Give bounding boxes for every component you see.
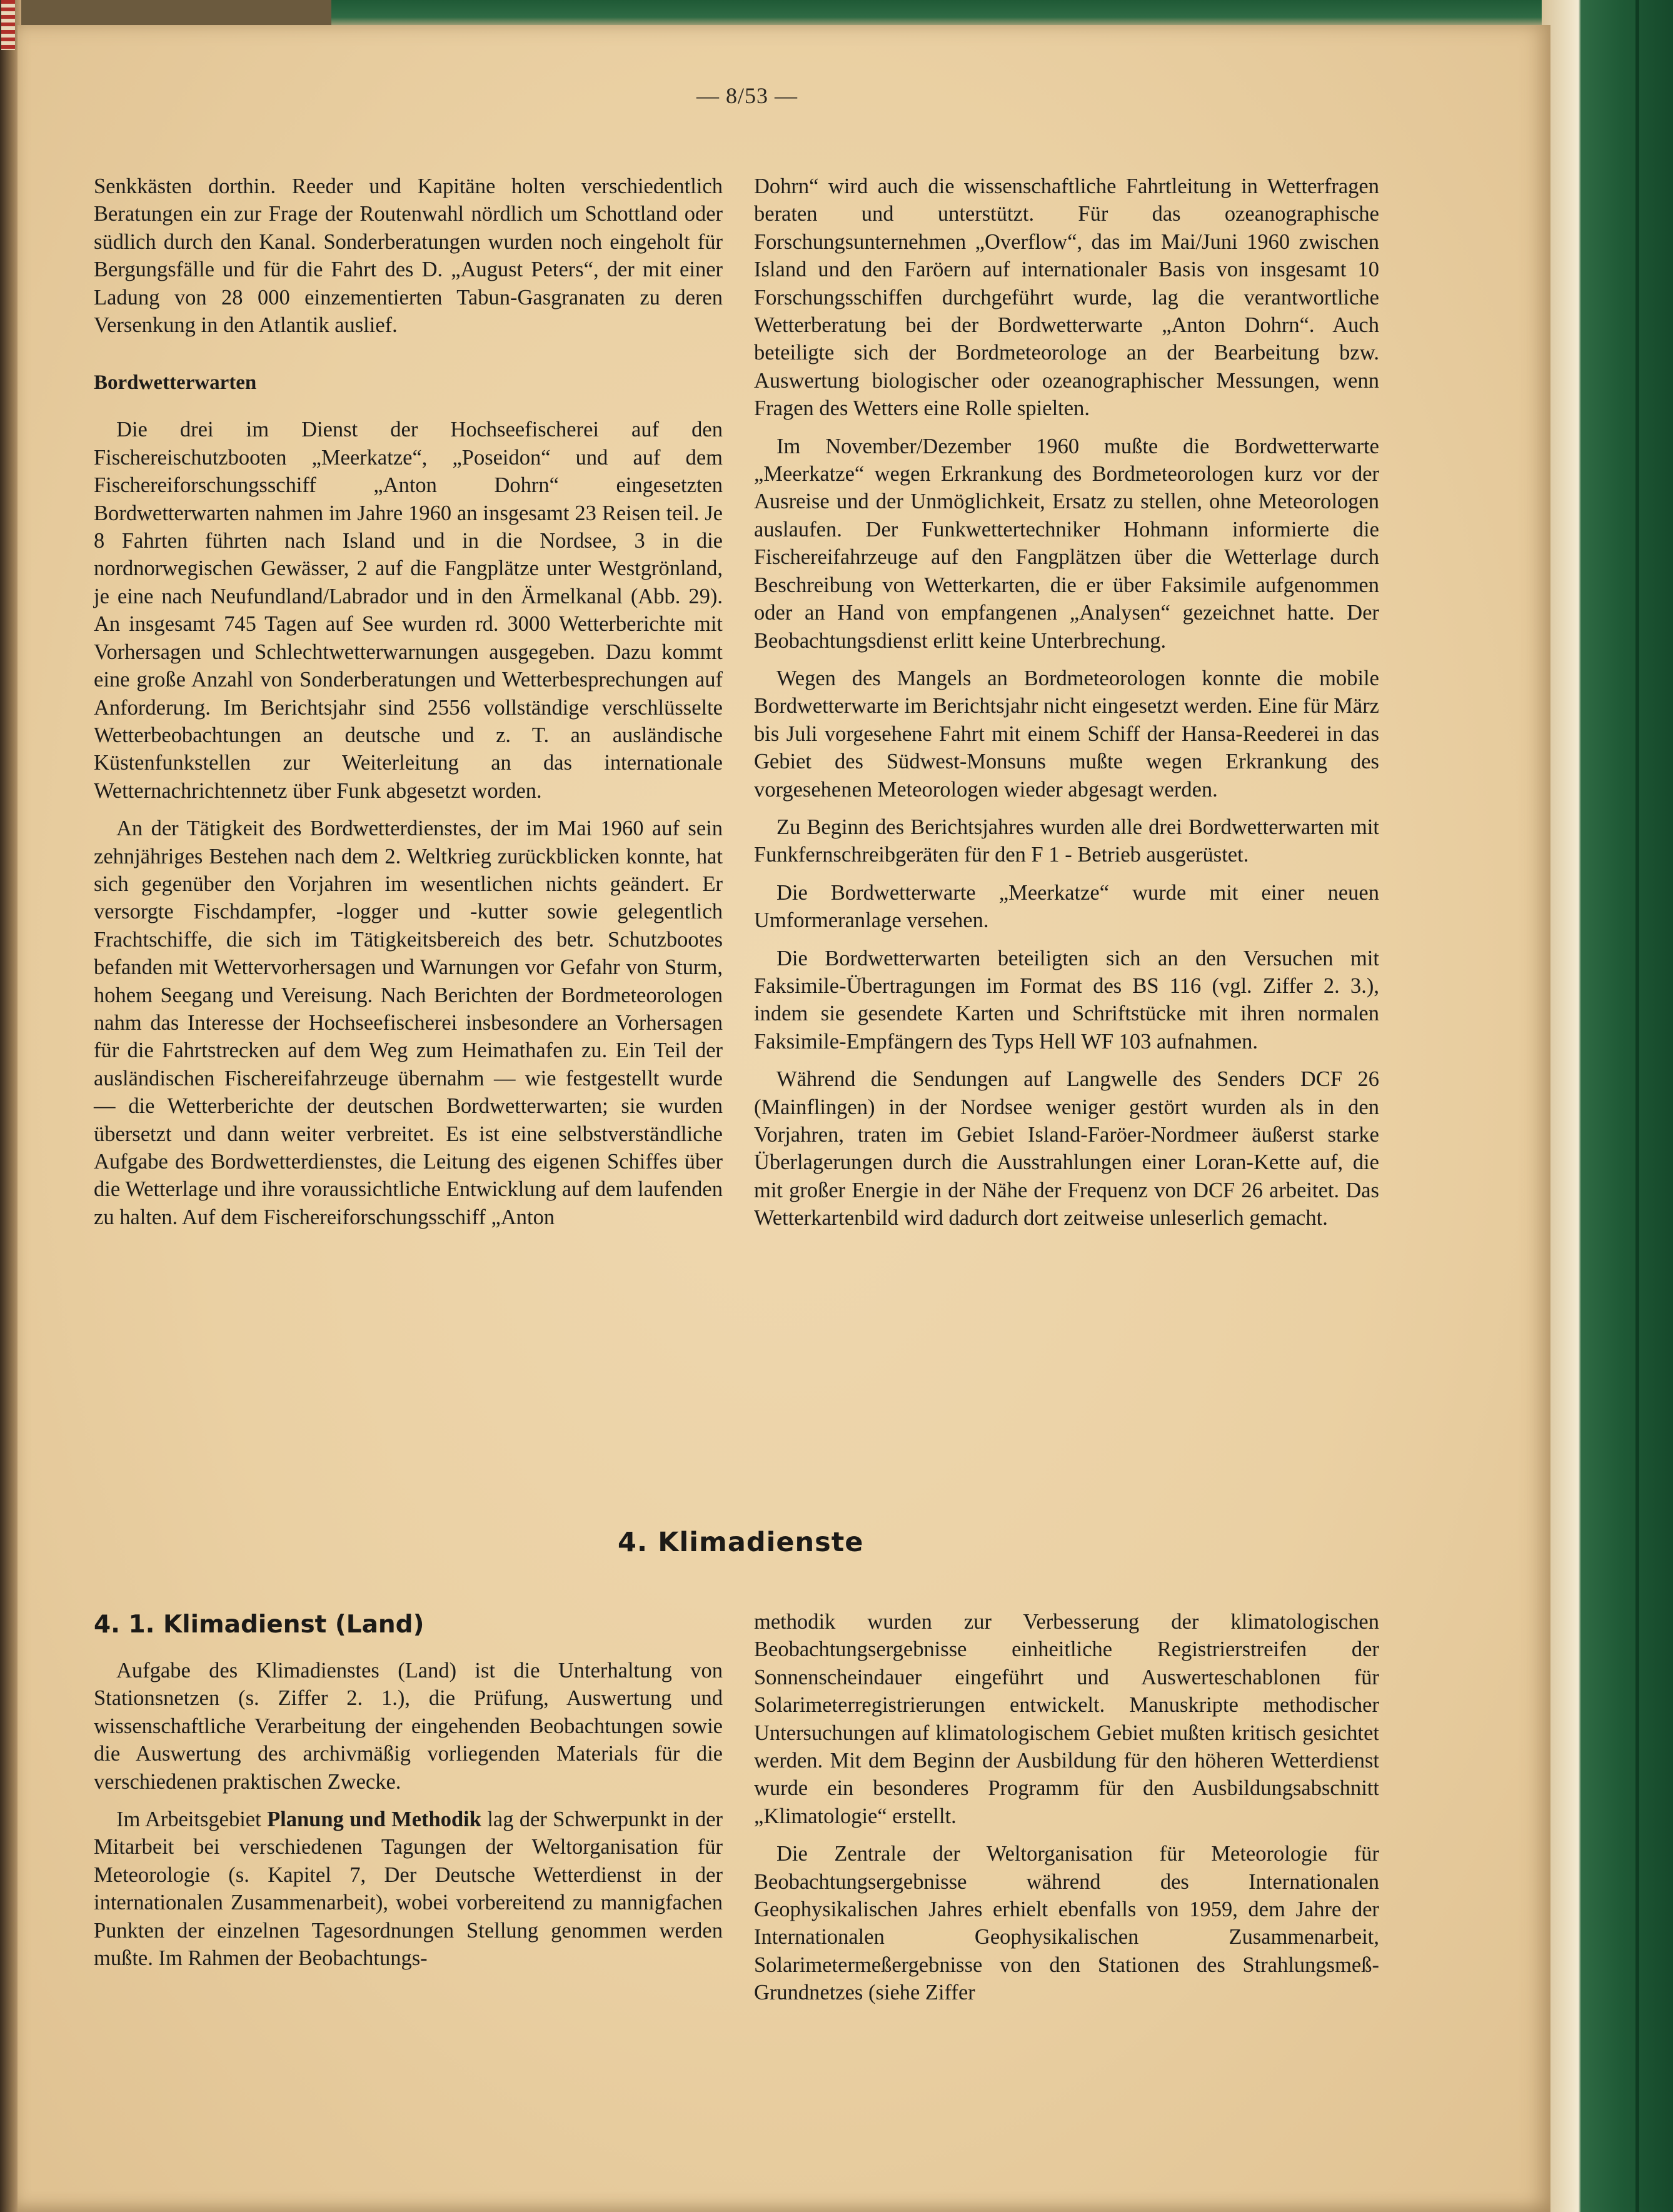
paragraph: Wegen des Mangels an Bordmeteorologen konnte die mobile Bordwetterwarte im Berichtsjahr nicht eingesetzt werden. Eine für März bis Juli vorgesehene Fahrt mit einem Schiff der Hansa-Reederei in das Gebiet des Südwest-Monsuns mußte wegen Erkrankung des vorgesehenen Meteorologen wieder abgesagt werden. xyxy=(754,666,1379,802)
top-left-column xyxy=(94,173,723,1241)
paragraph xyxy=(94,1806,723,1972)
paragraph: Die Zentrale der Weltorganisation für Meteorologie für Beobachtungsergebnisse während des Internationalen Geophysikalischen Jahres erhielt ebenfalls von 1959, dem Jahre der Internationalen Geophysikalischen Zusammenarbeit, Solarimetermeßergebnisse von den Stationen des Strahlungsmeß-Grundnetzes (siehe Ziffer xyxy=(754,1842,1379,2005)
book-binding xyxy=(1542,0,1673,2212)
paragraph: An der Tätigkeit des Bordwetterdienstes, der im Mai 1960 auf sein zehnjähriges Bestehen nach dem 2. Weltkrieg zurückblicken konnte, hat sich gegenüber den Vorjahren im wesentlichen nichts geändert. Er versorgte Fischdampfer, -logger und -kutter sowie gelegentlich Frachtschiffe, die sich im Tätigkeitsbereich des betr. Schutzbootes befanden mit Wettervorhersagen und Warnungen vor Gefahr von Sturm, hohem Seegang und Vereisung. Nach Berichten der Bordmeteorologen nahm das Interesse der Hochseefischerei insbesondere an Vorhersagen für die Fahrtstrecken auf dem Weg zum Heimathafen zu. Ein Teil der ausländischen Fischereifahrzeuge übernahm — wie festgestellt wurde — die Wetterberichte der deutschen Bordwetterwarten; sie wurden übersetzt und dann weiter verbreitet. Es ist eine selbstverständliche Aufgabe des Bordwetterdienstes, die Leitung des eigenen Schiffes über die Wetterlage und ihre voraussichtliche Entwicklung auf dem laufenden zu halten. Auf dem Fischereiforschungsschiff „Anton xyxy=(94,817,723,1229)
subsection-heading: 4. 1. Klimadienst (Land) xyxy=(94,1611,425,1639)
subheading-bordwetterwarten: Bordwetterwarten xyxy=(94,371,257,395)
paragraph: Während die Sendungen auf Langwelle des Senders DCF 26 (Mainflingen) in der Nordsee weniger gestört wurden als in den Vorjahren, traten im Gebiet Island-Faröer-Nordmeer äußerst starke Überlagerungen durch die Ausstrahlungen einer Loran-Kette auf, die mit großer Energie in der Nähe der Frequenz von DCF 26 arbeitet. Das Wetterkartenbild wird dadurch dort zeitweise unleserlich gemacht. xyxy=(754,1067,1379,1230)
document-page xyxy=(18,25,1550,2212)
binding-stripe xyxy=(1635,0,1639,2212)
paragraph: Die Bordwetterwarte „Meerkatze“ wurde mit einer neuen Umformeranlage versehen. xyxy=(754,880,1379,933)
page-number: — 8/53 — xyxy=(696,83,798,108)
paragraph: Die drei im Dienst der Hochseefischerei auf den Fischereischutzbooten „Meerkatze“, „Poseidon“ und auf dem Fischereiforschungsschiff „Anton Dohrn“ eingesetzten Bordwetterwarten nahmen im Jahre 1960 an insgesamt 23 Reisen teil. Je 8 Fahrten führten nach Island und in die Nordsee, 3 in die nordnorwegischen Gewässer, 2 auf die Fangplätze unter Westgrönland, je eine nach Neufundland/Labrador und in den Ärmelkanal (Abb. 29). An insgesamt 745 Tagen auf See wurden rd. 3000 Wetterberichte mit Vorhersagen und Schlechtwetterwarnungen ausgegeben. Dazu kommt eine große Anzahl von Sonderberatungen und Wetterbesprechungen auf Anforderung. Im Berichtsjahr sind 2556 vollständige verschlüsselte Wetterbeobachtungen an deutsche und z. T. an ausländische Küstenfunkstellen zur Weiterleitung an das internationale Wetternachrichtennetz über Funk abgesetzt worden. xyxy=(94,418,723,803)
paragraph-text: Im Arbeitsgebiet xyxy=(116,1807,268,1832)
paragraph: Zu Beginn des Berichtsjahres wurden alle drei Bordwetterwarten mit Funkfernschreibgeräten für den F 1 - Betrieb ausgerüstet. xyxy=(754,815,1379,867)
paragraph: Senkkästen dorthin. Reeder und Kapitäne holten verschiedentlich Beratungen ein zur Frage der Routenwahl nördlich um Schottland oder südlich durch den Kanal. Sonderberatungen wurden noch eingeholt für Bergungsfälle und für die Fahrt des D. „August Peters“, der mit einer Ladung von 28 000 einzementierten Tabun-Gasgranaten zu deren Versenkung in den Atlantik auslief. xyxy=(94,174,723,338)
bottom-left-column xyxy=(94,1657,723,1982)
paragraph-text: lag der Schwerpunkt in der Mitarbeit bei verschiedenen Tagungen der Weltorganisation für Meteorologie (s. Kapitel 7, Der Deutsche Wetterdienst in der internationalen Zusammenarbeit), wobei vorbereitend zu mannigfachen Punkten der einzelnen Tagesordnungen Stellung genommen werden mußte. Im Rahmen der Beobachtungs- xyxy=(94,1807,723,1971)
paragraph: Im November/Dezember 1960 mußte die Bordwetterwarte „Meerkatze“ wegen Erkrankung des Bordmeteorologen kurz vor der Ausreise und der Unmöglichkeit, Ersatz zu stellen, ohne Meteorologen auslaufen. Der Funkwettertechniker Hohmann informierte die Fischereifahrzeuge auf den Fangplätzen über die Wetterlage durch Beschreibung von Wetterkarten, die er über Faksimile aufgenommen oder an Hand von empfangenen „Analysen“ gezeichnet hatte. Der Beobachtungsdienst erlitt keine Unterbrechung. xyxy=(754,434,1379,653)
paragraph: methodik wurden zur Verbesserung der klimatologischen Beobachtungsergebnisse einheitliche Registrierstreifen der Sonnenscheindauer eingeführt und Auswerteschablonen für Solarimeterregistrierungen entwickelt. Manuskripte methodischer Untersuchungen auf klimatologischem Gebiet mußten kritisch gesichtet werden. Mit dem Beginn der Ausbildung für den höheren Wetterdienst wurde ein besonderes Programm für den Ausbildungsabschnitt „Klimatologie“ erstellt. xyxy=(754,1610,1379,1828)
bottom-right-column xyxy=(754,1608,1379,2017)
bold-term: Planung und Methodik xyxy=(267,1807,481,1832)
page-marker-tab xyxy=(1,0,15,50)
section-heading: 4. Klimadienste xyxy=(618,1527,864,1558)
paragraph: Die Bordwetterwarten beteiligten sich an den Versuchen mit Faksimile-Übertragungen im Format des BS 116 (vgl. Ziffer 2. 3.), indem sie gesendete Karten und Schriftstücke mit ihren normalen Faksimile-Empfängern des Typs Hell WF 103 aufnahmen. xyxy=(754,946,1379,1053)
paragraph: Dohrn“ wird auch die wissenschaftliche Fahrtleitung in Wetterfragen beraten und unterstützt. Für das ozeanographische Forschungsunternehmen „Overflow“, das im Mai/Juni 1960 zwischen Island und den Faröern auf internationaler Basis von insgesamt 10 Forschungsschiffen durchgeführt wurde, lag die verantwortliche Wetterberatung bei der Bordwetterwarte „Anton Dohrn“. Auch beteiligte sich der Bordmeteorologe an der Bearbeitung bzw. Auswertung biologischer oder ozeanographischer Messungen, wenn Fragen des Wetters eine Rolle spielten. xyxy=(754,174,1379,421)
top-right-column xyxy=(754,173,1379,1242)
paragraph: Aufgabe des Klimadienstes (Land) ist die Unterhaltung von Stationsnetzen (s. Ziffer 2. 1.), die Prüfung, Auswertung und wissenschaftliche Verarbeitung der eingehenden Beobachtungen sowie die Auswertung des archivmäßig vorliegenden Materials für die verschiedenen praktischen Zwecke. xyxy=(94,1659,723,1794)
